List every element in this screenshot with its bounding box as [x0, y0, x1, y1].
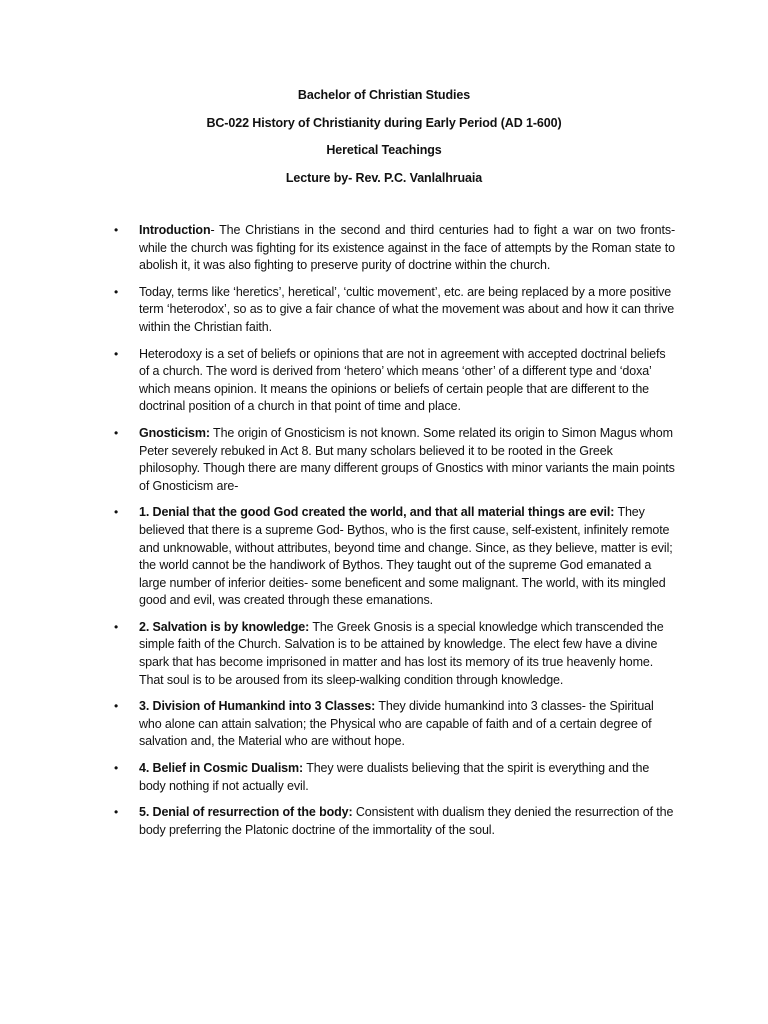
bullet-introduction	[110, 222, 675, 275]
bullet-point-2	[110, 619, 675, 689]
bullet-icon: •	[114, 699, 119, 714]
bullet-point-3	[110, 698, 675, 751]
bullet-icon: •	[114, 425, 119, 440]
bullet-icon: •	[114, 505, 119, 520]
bullet-icon: •	[114, 619, 119, 634]
bullet-point-4	[110, 760, 675, 795]
bullet-icon: •	[114, 805, 119, 820]
lecturer-line: Lecture by- Rev. P.C. Vanlalhruaia	[285, 170, 483, 185]
bullet-text: They divide humankind into 3 classes- the Spiritual who alone can attain salvation; the Physical who are capable of faith and of a certain degree of salvation and, the Material who are without hope.	[139, 699, 654, 749]
bullet-text: Consistent with dualism they denied the resurrection of the body preferring the Platonic doctrine of the immortality of the soul.	[139, 805, 674, 837]
bullet-icon: •	[114, 284, 119, 299]
bullet-term: Introduction	[139, 223, 211, 237]
bullet-icon: •	[114, 761, 119, 776]
lecture-topic: Heretical Teachings	[326, 143, 442, 157]
bullet-text: The origin of Gnosticism is not known. Some related its origin to Simon Magus whom Peter severely rebuked in Act 8. But many scholars believed it to be rooted in the Greek philosophy. Though there are many different groups of Gnostics with minor variants the main points of Gnosticism are-	[139, 425, 675, 493]
bullet-term: 2. Salvation is by knowledge:	[139, 619, 310, 634]
course-title: BC-022 History of Christianity during Early Period (AD 1-600)	[206, 115, 562, 130]
document-header	[0, 86, 768, 196]
bullet-point-5	[110, 804, 675, 839]
bullet-text: They were dualists believing that the spirit is everything and the body nothing if not actually evil.	[139, 761, 650, 793]
bullet-text: They believed that there is a supreme God- Bythos, who is the first cause, self-existent, infinitely remote and unknowable, without attributes, beyond time and change. Since, as they believe, matter is evil; the world cannot be the handiwork of Bythos. They taught out of the supreme God emanated a large number of inferior deities- some beneficent and some malignant. The world, with its mingled good and evil, was created through these emanations.	[139, 505, 673, 608]
bullet-text: The Greek Gnosis is a special knowledge which transcended the simple faith of the Church. Salvation is to be attained by knowledge. The elect few have a divine spark that has become imprisoned in matter and has lost its memory of its true heavenly home. That soul is to be aroused from its sleep-walking condition through knowledge.	[139, 619, 664, 687]
bullet-text: Today, terms like ‘heretics’, heretical’, ‘cultic movement’, etc. are being replaced by a more positive term ‘heterodox’, so as to give a fair chance of what the movement was about and how it can thrive within the Christian faith.	[139, 284, 675, 334]
bullet-point-1	[110, 504, 675, 610]
bullet-text: - The Christians in the second and third centuries had to fight a war on two fronts- while the church was fighting for its existence against in the face of attempts by the Roman state to abolish it, it was also fighting to preserve purity of doctrine within the church.	[139, 223, 675, 273]
bullet-term: Gnosticism:	[139, 425, 210, 440]
program-title: Bachelor of Christian Studies	[297, 88, 471, 102]
bullet-heterodox-term	[110, 284, 675, 337]
bullet-icon: •	[114, 346, 119, 361]
bullet-text: Heterodoxy is a set of beliefs or opinions that are not in agreement with accepted doctrinal beliefs of a church. The word is derived from ‘hetero’ which means ‘other’ of a different type and ‘doxa’ which means opinion. It means the opinions or beliefs of certain people that are different to the doctrinal position of a church in that point of time and place.	[139, 346, 666, 414]
bullet-gnosticism	[110, 425, 675, 495]
bullet-icon: •	[114, 223, 119, 237]
bullet-term: 5. Denial of resurrection of the body:	[139, 805, 353, 820]
bullet-term: 4. Belief in Cosmic Dualism:	[139, 761, 304, 776]
bullet-list	[110, 222, 675, 848]
bullet-heterodoxy-definition	[110, 346, 675, 416]
bullet-term: 3. Division of Humankind into 3 Classes:	[139, 699, 376, 714]
bullet-term: 1. Denial that the good God created the world, and that all material things are evil:	[139, 505, 615, 520]
